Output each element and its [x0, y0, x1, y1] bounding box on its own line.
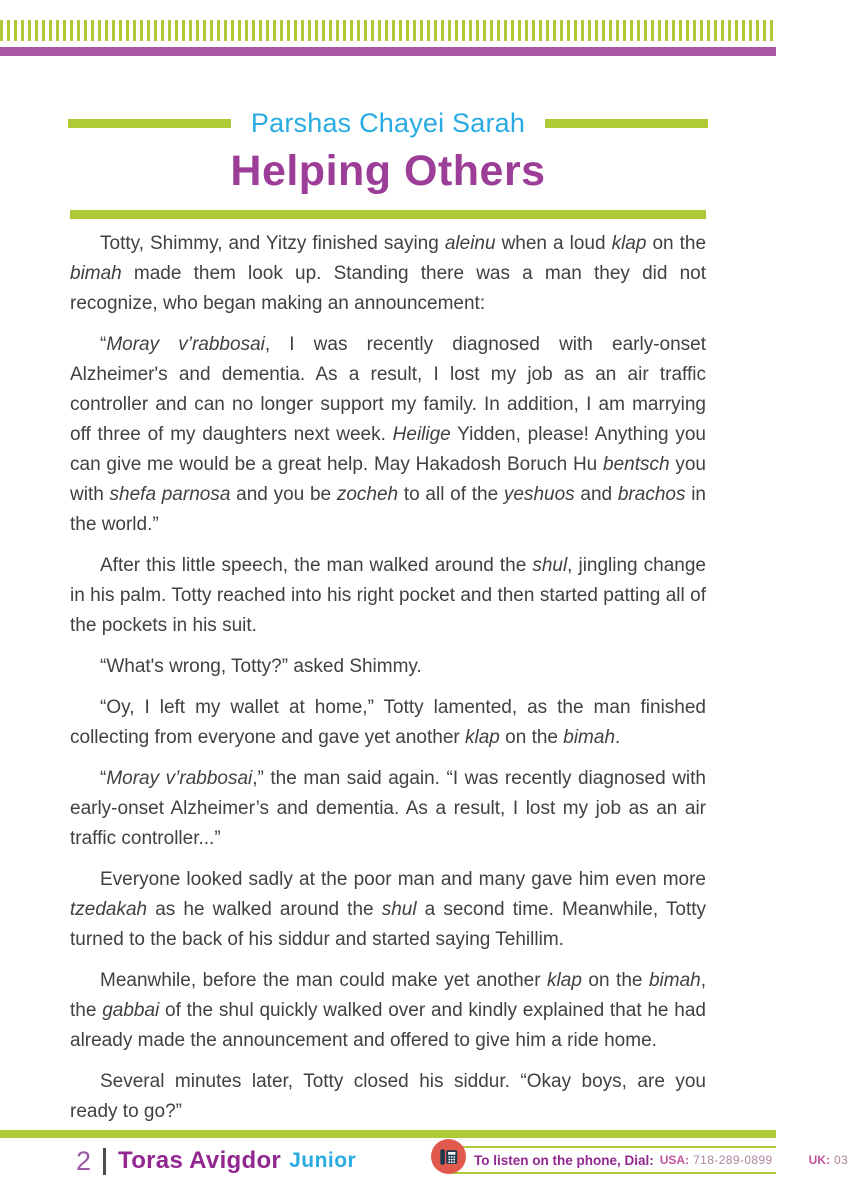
story-paragraph: “Moray v’rabbosai,” the man said again. “I was recently diagnosed with early-onset Alzheimer’s and dementia. As a result, I lost my job as an air traffic controller...”	[70, 768, 706, 849]
brand-name: Toras Avigdor	[118, 1147, 282, 1174]
phone-instruction-label: To listen on the phone, Dial:	[474, 1152, 654, 1168]
uk-phone-number: 03	[833, 1153, 848, 1167]
uk-label: UK:	[808, 1153, 830, 1167]
footer-divider-rule	[0, 1130, 776, 1138]
header-divider-rule	[70, 210, 706, 219]
footer-brand-block	[76, 1144, 356, 1178]
parsha-rule-right	[545, 119, 708, 128]
story-paragraph: Several minutes later, Totty closed his siddur. “Okay boys, are you ready to go?”	[70, 1071, 706, 1122]
story-paragraph: Meanwhile, before the man could make yet another klap on the bimah, the gabbai of the shul quickly walked over and kindly explained that he had already made the announcement and offered to give him a ride home.	[70, 970, 706, 1051]
perforation-strip	[0, 20, 776, 41]
parsha-row	[70, 108, 706, 139]
story-paragraph: “What's wrong, Totty?” asked Shimmy.	[100, 656, 422, 677]
story-paragraph: After this little speech, the man walked around the shul, jingling change in his palm. Totty reached into his right pocket and then started patting all of the pockets in his suit.	[70, 555, 706, 636]
page-header	[70, 108, 706, 219]
story-paragraph: “Moray v’rabbosai, I was recently diagnosed with early-onset Alzheimer's and dementia. As a result, I lost my job as an air traffic controller and can no longer support my family. In addition, I am marrying off three of my daughters next week. Heilige Yidden, please! Anything you can give me would be a great help. May Hakadosh Boruch Hu bentsch you with shefa parnosa and you be zocheh to all of the yeshuos and brachos in the world.”	[70, 334, 707, 535]
page-title: Helping Others	[230, 147, 546, 195]
parsha-rule-left	[68, 119, 231, 128]
story-paragraph: Everyone looked sadly at the poor man and many gave him even more tzedakah as he walked around the shul a second time. Meanwhile, Totty turned to the back of his siddur and started saying Tehillim.	[70, 869, 706, 950]
story-paragraph: “Oy, I left my wallet at home,” Totty lamented, as the man finished collecting from everyone and gave yet another klap on the bimah.	[70, 697, 706, 748]
parsha-title: Parshas Chayei Sarah	[250, 108, 526, 138]
phone-badge	[431, 1139, 466, 1174]
story-paragraph: Totty, Shimmy, and Yitzy finished saying aleinu when a loud klap on the bimah made them look up. Standing there was a man they did not recognize, who began making an announcement:	[70, 233, 707, 314]
phone-icon	[438, 1146, 460, 1168]
page-number: 2	[76, 1145, 92, 1176]
uk-phone-group	[803, 1153, 848, 1167]
usa-phone-number: 718-289-0899	[693, 1153, 773, 1167]
story	[70, 229, 706, 1138]
top-magenta-bar	[0, 47, 776, 56]
phone-info-strip	[450, 1146, 848, 1174]
usa-label: USA:	[659, 1153, 690, 1167]
brand-suffix: Junior	[289, 1149, 357, 1172]
footer-separator	[103, 1148, 106, 1175]
